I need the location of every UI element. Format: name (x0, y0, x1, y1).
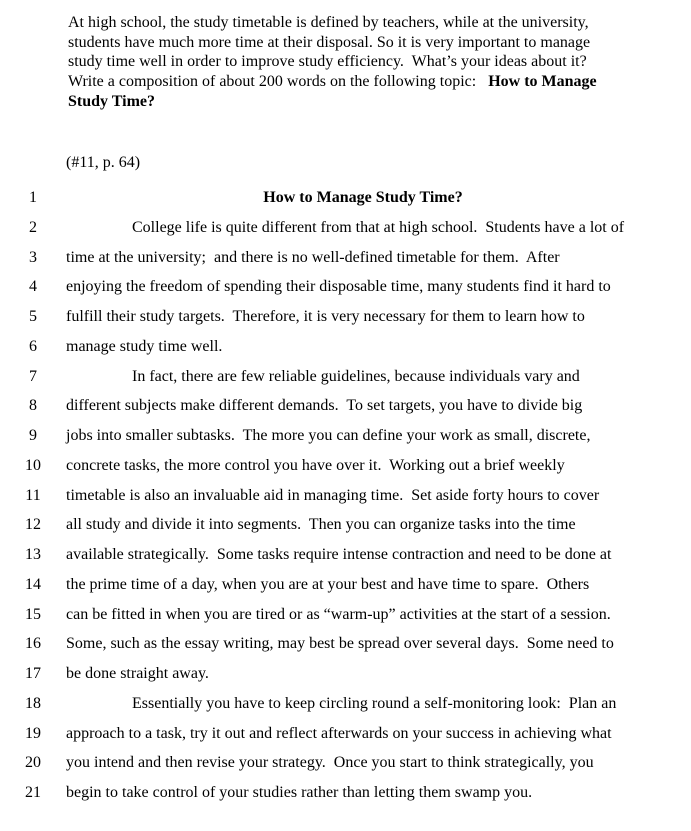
essay-line (0, 629, 691, 659)
line-text: available strategically. Some tasks require intense contraction and need to be done at (66, 546, 612, 563)
prompt-line-bold: How to Manage (488, 73, 597, 91)
essay-line (0, 600, 691, 630)
prompt-line-text: students have much more time at their disposal. So it is very important to manage (68, 33, 591, 51)
line-number: 18 (25, 694, 41, 712)
essay-line (0, 748, 691, 778)
line-number: 12 (25, 516, 41, 534)
line-text: Some, such as the essay writing, may best be spread over several days. Some need to (66, 635, 614, 653)
prompt-line (68, 72, 678, 92)
line-text: time at the university; and there is no well-defined timetable for them. After (66, 248, 560, 266)
essay-line (0, 272, 691, 302)
line-number: 13 (25, 546, 41, 563)
line-number: 3 (29, 248, 37, 266)
line-number: 4 (29, 278, 37, 296)
line-number: 2 (29, 218, 37, 236)
essay-line (0, 510, 691, 540)
line-text: the prime time of a day, when you are at your best and have time to spare. Others (66, 575, 590, 593)
prompt-line-bold: Study Time? (68, 92, 155, 110)
prompt-line-text: At high school, the study timetable is defined by teachers, while at the university, (68, 14, 589, 31)
source-reference: (#11, p. 64) (66, 154, 141, 171)
prompt-line (68, 52, 678, 72)
essay-line (0, 362, 691, 392)
prompt-line-text: study time well in order to improve study efficiency. What’s your ideas about it? (68, 53, 587, 71)
line-text: concrete tasks, the more control you have over it. Working out a brief weekly (66, 456, 565, 474)
essay-line (0, 481, 691, 511)
line-text: begin to take control of your studies rather than letting them swamp you. (66, 784, 533, 801)
essay-line (0, 540, 691, 570)
prompt-line (68, 33, 678, 53)
line-number: 15 (25, 605, 41, 623)
essay-line (0, 391, 691, 421)
line-number: 8 (29, 397, 37, 415)
line-number: 20 (25, 754, 41, 772)
essay-line (0, 778, 691, 808)
line-text: approach to a task, try it out and reflect afterwards on your success in achieving what (66, 724, 612, 742)
line-text: timetable is also an invaluable aid in managing time. Set aside forty hours to cover (66, 486, 600, 504)
line-text: fulfill their study targets. Therefore, it is very necessary for them to learn how to (66, 308, 585, 325)
line-number: 7 (29, 367, 37, 385)
line-text: Essentially you have to keep circling round a self-monitoring look: Plan an (132, 694, 617, 712)
essay-line (0, 421, 691, 451)
essay-line (0, 570, 691, 600)
line-number: 1 (29, 189, 37, 206)
essay-line (0, 183, 691, 213)
essay-line (0, 302, 691, 332)
line-number: 19 (25, 724, 41, 742)
line-number: 10 (25, 456, 41, 474)
line-text: In fact, there are few reliable guidelines, because individuals vary and (132, 367, 580, 385)
line-number: 16 (25, 635, 41, 653)
line-number: 5 (29, 308, 37, 325)
essay-line (0, 689, 691, 719)
line-text: How to Manage Study Time? (263, 189, 463, 206)
line-text: be done straight away. (66, 665, 209, 682)
prompt-line-text: Write a composition of about 200 words on the following topic: (68, 73, 489, 91)
essay-line (0, 451, 691, 481)
essay-line (0, 213, 691, 243)
line-text: College life is quite different from that at high school. Students have a lot of (132, 218, 625, 236)
essay-line (0, 332, 691, 362)
line-number: 17 (25, 665, 41, 682)
line-number: 6 (29, 337, 37, 355)
line-number: 11 (25, 486, 41, 504)
line-text: manage study time well. (66, 337, 223, 355)
line-number: 9 (29, 427, 37, 444)
line-text: enjoying the freedom of spending their disposable time, many students find it hard to (66, 278, 611, 296)
prompt-line (68, 13, 678, 33)
prompt-line (68, 92, 678, 112)
essay-line (0, 659, 691, 689)
essay-body (0, 183, 691, 808)
line-text: different subjects make different demands. To set targets, you have to divide big (66, 397, 583, 415)
essay-line (0, 719, 691, 749)
assignment-prompt (68, 13, 678, 112)
line-number: 14 (25, 575, 41, 593)
line-text: all study and divide it into segments. Then you can organize tasks into the time (66, 516, 576, 534)
essay-line (0, 243, 691, 273)
line-text: you intend and then revise your strategy. Once you start to think strategically, you (66, 754, 594, 772)
line-text: can be fitted in when you are tired or as “warm-up” activities at the start of a session. (66, 605, 611, 623)
line-number: 21 (25, 784, 41, 801)
line-text: jobs into smaller subtasks. The more you can define your work as small, discrete, (66, 427, 591, 444)
